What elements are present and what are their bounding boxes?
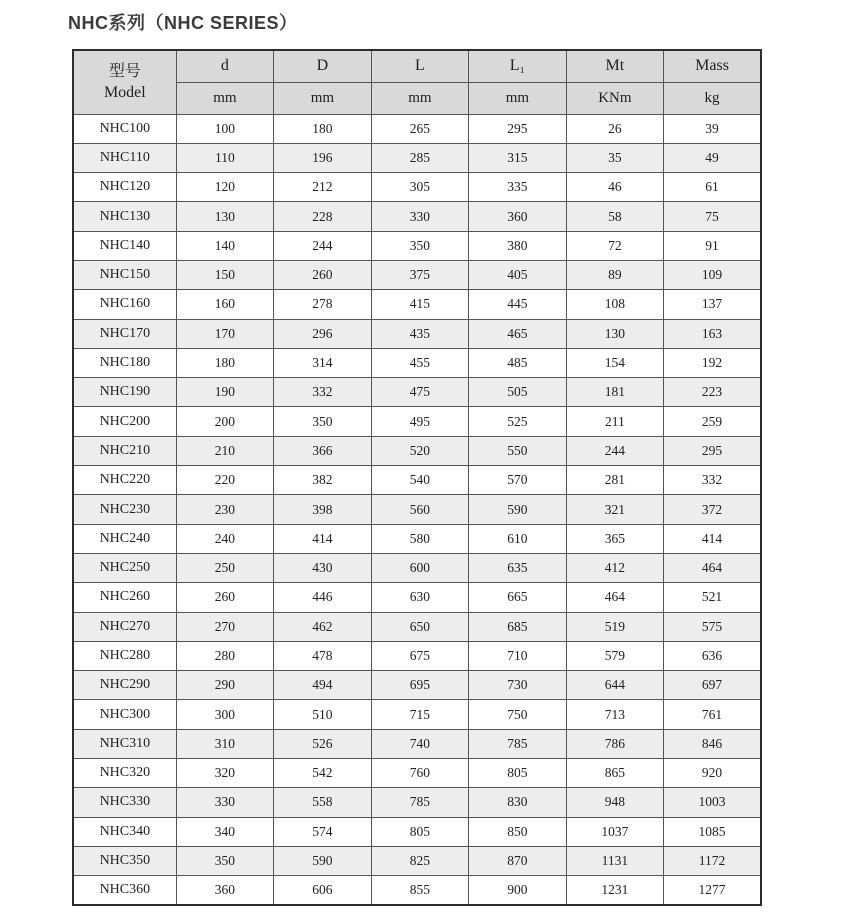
value-cell-d: 310: [176, 729, 273, 758]
table-row: [73, 700, 761, 729]
value-cell-d: 100: [176, 114, 273, 143]
model-cell: NHC290: [73, 671, 176, 700]
value-cell-Mass: 91: [664, 231, 761, 260]
value-cell-Mass: 109: [664, 260, 761, 289]
value-cell-L: 305: [371, 173, 468, 202]
value-cell-Mass: 1003: [664, 788, 761, 817]
table-row: [73, 583, 761, 612]
header-col-Mass: Mass: [664, 50, 761, 82]
value-cell-L: 630: [371, 583, 468, 612]
value-cell-d: 280: [176, 641, 273, 670]
value-cell-Mass: 636: [664, 641, 761, 670]
model-cell: NHC210: [73, 436, 176, 465]
table-row: [73, 788, 761, 817]
value-cell-Mass: 259: [664, 407, 761, 436]
table-row: [73, 495, 761, 524]
value-cell-Mass: 521: [664, 583, 761, 612]
value-cell-d: 360: [176, 876, 273, 905]
table-row: [73, 173, 761, 202]
value-cell-Mt: 46: [566, 173, 663, 202]
value-cell-Mt: 1231: [566, 876, 663, 905]
model-cell: NHC250: [73, 553, 176, 582]
value-cell-Mt: 89: [566, 260, 663, 289]
value-cell-d: 200: [176, 407, 273, 436]
model-cell: NHC350: [73, 846, 176, 875]
header-row-units: [73, 82, 761, 114]
table-row: [73, 817, 761, 846]
value-cell-Mt: 58: [566, 202, 663, 231]
value-cell-d: 320: [176, 759, 273, 788]
value-cell-L1: 335: [469, 173, 566, 202]
table-row: [73, 524, 761, 553]
table-body: [73, 114, 761, 905]
value-cell-L1: 610: [469, 524, 566, 553]
value-cell-L1: 730: [469, 671, 566, 700]
table-row: [73, 143, 761, 172]
value-cell-L: 520: [371, 436, 468, 465]
table-row: [73, 407, 761, 436]
model-cell: NHC330: [73, 788, 176, 817]
value-cell-Mt: 108: [566, 290, 663, 319]
value-cell-L: 415: [371, 290, 468, 319]
value-cell-L: 805: [371, 817, 468, 846]
value-cell-Mt: 1037: [566, 817, 663, 846]
value-cell-d: 220: [176, 466, 273, 495]
table-row: [73, 290, 761, 319]
value-cell-Mass: 1172: [664, 846, 761, 875]
value-cell-d: 300: [176, 700, 273, 729]
value-cell-L: 600: [371, 553, 468, 582]
value-cell-L: 650: [371, 612, 468, 641]
value-cell-Mt: 865: [566, 759, 663, 788]
value-cell-Mt: 1131: [566, 846, 663, 875]
value-cell-L: 435: [371, 319, 468, 348]
table-row: [73, 378, 761, 407]
value-cell-Mt: 948: [566, 788, 663, 817]
value-cell-D: 332: [274, 378, 371, 407]
value-cell-Mt: 26: [566, 114, 663, 143]
value-cell-d: 330: [176, 788, 273, 817]
value-cell-Mt: 519: [566, 612, 663, 641]
value-cell-Mt: 365: [566, 524, 663, 553]
model-cell: NHC260: [73, 583, 176, 612]
model-cell: NHC120: [73, 173, 176, 202]
value-cell-L: 740: [371, 729, 468, 758]
value-cell-L: 580: [371, 524, 468, 553]
value-cell-L1: 570: [469, 466, 566, 495]
value-cell-Mass: 920: [664, 759, 761, 788]
value-cell-Mt: 244: [566, 436, 663, 465]
value-cell-D: 260: [274, 260, 371, 289]
value-cell-L1: 590: [469, 495, 566, 524]
value-cell-Mass: 575: [664, 612, 761, 641]
model-cell: NHC310: [73, 729, 176, 758]
value-cell-D: 478: [274, 641, 371, 670]
model-cell: NHC320: [73, 759, 176, 788]
header-unit-D: mm: [274, 82, 371, 114]
header-col-L: L: [371, 50, 468, 82]
model-cell: NHC160: [73, 290, 176, 319]
value-cell-Mt: 644: [566, 671, 663, 700]
model-cell: NHC100: [73, 114, 176, 143]
value-cell-D: 510: [274, 700, 371, 729]
value-cell-L: 375: [371, 260, 468, 289]
value-cell-L1: 710: [469, 641, 566, 670]
table-row: [73, 553, 761, 582]
value-cell-D: 414: [274, 524, 371, 553]
value-cell-Mt: 281: [566, 466, 663, 495]
value-cell-D: 180: [274, 114, 371, 143]
value-cell-D: 296: [274, 319, 371, 348]
model-cell: NHC200: [73, 407, 176, 436]
model-cell: NHC170: [73, 319, 176, 348]
spec-table: [72, 49, 762, 906]
header-col-L1: L₁: [469, 50, 566, 82]
value-cell-Mass: 49: [664, 143, 761, 172]
value-cell-d: 180: [176, 348, 273, 377]
table-row: [73, 231, 761, 260]
value-cell-D: 526: [274, 729, 371, 758]
model-cell: NHC130: [73, 202, 176, 231]
value-cell-L1: 380: [469, 231, 566, 260]
header-unit-Mt: KNm: [566, 82, 663, 114]
value-cell-d: 350: [176, 846, 273, 875]
table-row: [73, 202, 761, 231]
table-row: [73, 436, 761, 465]
header-row-labels: [73, 50, 761, 82]
header-unit-Mass: kg: [664, 82, 761, 114]
header-model-en: Model: [103, 84, 146, 102]
value-cell-L1: 900: [469, 876, 566, 905]
header-unit-L1: mm: [469, 82, 566, 114]
value-cell-D: 278: [274, 290, 371, 319]
value-cell-Mt: 464: [566, 583, 663, 612]
value-cell-D: 314: [274, 348, 371, 377]
value-cell-Mass: 192: [664, 348, 761, 377]
value-cell-d: 150: [176, 260, 273, 289]
value-cell-Mass: 163: [664, 319, 761, 348]
value-cell-L1: 465: [469, 319, 566, 348]
value-cell-L: 455: [371, 348, 468, 377]
value-cell-L1: 360: [469, 202, 566, 231]
model-cell: NHC140: [73, 231, 176, 260]
value-cell-L: 695: [371, 671, 468, 700]
model-cell: NHC220: [73, 466, 176, 495]
value-cell-L: 785: [371, 788, 468, 817]
value-cell-D: 606: [274, 876, 371, 905]
value-cell-D: 542: [274, 759, 371, 788]
header-col-d: d: [176, 50, 273, 82]
header-col-D: D: [274, 50, 371, 82]
value-cell-d: 230: [176, 495, 273, 524]
value-cell-D: 382: [274, 466, 371, 495]
model-cell: NHC340: [73, 817, 176, 846]
model-cell: NHC240: [73, 524, 176, 553]
value-cell-d: 260: [176, 583, 273, 612]
table-row: [73, 348, 761, 377]
table-row: [73, 729, 761, 758]
value-cell-Mass: 1277: [664, 876, 761, 905]
value-cell-Mass: 295: [664, 436, 761, 465]
value-cell-L1: 525: [469, 407, 566, 436]
value-cell-d: 120: [176, 173, 273, 202]
value-cell-L1: 850: [469, 817, 566, 846]
value-cell-Mt: 154: [566, 348, 663, 377]
page-title: NHC系列（NHC SERIES）: [68, 13, 298, 33]
value-cell-L: 560: [371, 495, 468, 524]
table-row: [73, 759, 761, 788]
value-cell-D: 212: [274, 173, 371, 202]
value-cell-d: 290: [176, 671, 273, 700]
model-cell: NHC280: [73, 641, 176, 670]
table-row: [73, 319, 761, 348]
value-cell-L1: 665: [469, 583, 566, 612]
value-cell-Mt: 181: [566, 378, 663, 407]
value-cell-d: 340: [176, 817, 273, 846]
value-cell-L1: 315: [469, 143, 566, 172]
value-cell-L1: 295: [469, 114, 566, 143]
value-cell-D: 574: [274, 817, 371, 846]
model-cell: NHC190: [73, 378, 176, 407]
table-row: [73, 114, 761, 143]
value-cell-L1: 685: [469, 612, 566, 641]
model-cell: NHC180: [73, 348, 176, 377]
table-row: [73, 466, 761, 495]
value-cell-L: 265: [371, 114, 468, 143]
table-header: [73, 50, 761, 114]
header-unit-L: mm: [371, 82, 468, 114]
table-row: [73, 876, 761, 905]
value-cell-Mass: 223: [664, 378, 761, 407]
value-cell-L1: 550: [469, 436, 566, 465]
value-cell-L1: 635: [469, 553, 566, 582]
value-cell-L1: 485: [469, 348, 566, 377]
value-cell-Mass: 75: [664, 202, 761, 231]
value-cell-Mass: 61: [664, 173, 761, 202]
model-cell: NHC360: [73, 876, 176, 905]
value-cell-L: 675: [371, 641, 468, 670]
value-cell-Mass: 137: [664, 290, 761, 319]
value-cell-Mt: 786: [566, 729, 663, 758]
value-cell-Mass: 39: [664, 114, 761, 143]
value-cell-Mass: 414: [664, 524, 761, 553]
value-cell-D: 196: [274, 143, 371, 172]
value-cell-d: 160: [176, 290, 273, 319]
value-cell-L: 540: [371, 466, 468, 495]
value-cell-L: 285: [371, 143, 468, 172]
value-cell-d: 140: [176, 231, 273, 260]
value-cell-L1: 505: [469, 378, 566, 407]
value-cell-L: 350: [371, 231, 468, 260]
value-cell-d: 250: [176, 553, 273, 582]
value-cell-D: 366: [274, 436, 371, 465]
value-cell-d: 170: [176, 319, 273, 348]
model-cell: NHC270: [73, 612, 176, 641]
value-cell-L: 495: [371, 407, 468, 436]
value-cell-D: 350: [274, 407, 371, 436]
model-cell: NHC300: [73, 700, 176, 729]
table-row: [73, 641, 761, 670]
value-cell-Mt: 211: [566, 407, 663, 436]
value-cell-Mass: 761: [664, 700, 761, 729]
value-cell-L: 715: [371, 700, 468, 729]
table-row: [73, 612, 761, 641]
table-row: [73, 671, 761, 700]
value-cell-Mt: 35: [566, 143, 663, 172]
value-cell-D: 228: [274, 202, 371, 231]
header-unit-d: mm: [176, 82, 273, 114]
value-cell-D: 398: [274, 495, 371, 524]
value-cell-L1: 830: [469, 788, 566, 817]
value-cell-d: 110: [176, 143, 273, 172]
table-row: [73, 260, 761, 289]
header-model-cn: 型号: [108, 62, 141, 80]
value-cell-Mt: 72: [566, 231, 663, 260]
value-cell-D: 590: [274, 846, 371, 875]
value-cell-L: 475: [371, 378, 468, 407]
value-cell-L1: 750: [469, 700, 566, 729]
value-cell-L: 330: [371, 202, 468, 231]
value-cell-Mass: 1085: [664, 817, 761, 846]
value-cell-L1: 445: [469, 290, 566, 319]
value-cell-d: 270: [176, 612, 273, 641]
value-cell-d: 240: [176, 524, 273, 553]
table-row: [73, 846, 761, 875]
value-cell-d: 190: [176, 378, 273, 407]
value-cell-Mass: 697: [664, 671, 761, 700]
model-cell: NHC150: [73, 260, 176, 289]
value-cell-Mass: 464: [664, 553, 761, 582]
value-cell-Mt: 412: [566, 553, 663, 582]
value-cell-d: 130: [176, 202, 273, 231]
value-cell-D: 244: [274, 231, 371, 260]
model-cell: NHC110: [73, 143, 176, 172]
value-cell-Mt: 579: [566, 641, 663, 670]
value-cell-Mass: 372: [664, 495, 761, 524]
value-cell-Mass: 846: [664, 729, 761, 758]
value-cell-Mt: 130: [566, 319, 663, 348]
value-cell-Mt: 321: [566, 495, 663, 524]
value-cell-Mass: 332: [664, 466, 761, 495]
value-cell-d: 210: [176, 436, 273, 465]
value-cell-L1: 805: [469, 759, 566, 788]
value-cell-D: 462: [274, 612, 371, 641]
header-col-Mt: Mt: [566, 50, 663, 82]
value-cell-L: 825: [371, 846, 468, 875]
value-cell-Mt: 713: [566, 700, 663, 729]
value-cell-L1: 405: [469, 260, 566, 289]
value-cell-L1: 785: [469, 729, 566, 758]
header-model: [73, 50, 176, 114]
value-cell-L1: 870: [469, 846, 566, 875]
value-cell-L: 760: [371, 759, 468, 788]
value-cell-L: 855: [371, 876, 468, 905]
value-cell-D: 430: [274, 553, 371, 582]
value-cell-D: 558: [274, 788, 371, 817]
value-cell-D: 446: [274, 583, 371, 612]
model-cell: NHC230: [73, 495, 176, 524]
value-cell-D: 494: [274, 671, 371, 700]
